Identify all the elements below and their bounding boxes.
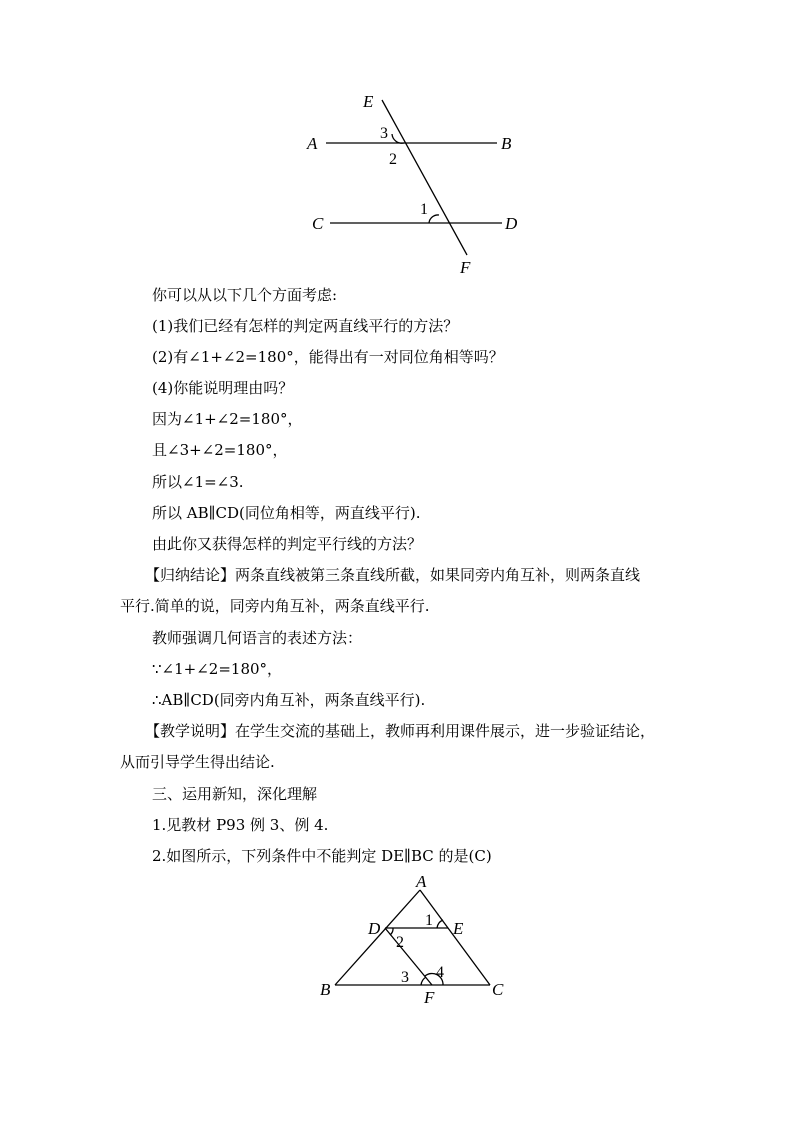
text-line: 从而引导学生得出结论. [120,753,275,771]
label-d: D [368,919,381,938]
parallel-lines-figure [300,88,530,283]
question-line: 2.如图所示，下列条件中不能判定 DE∥BC 的是(C) [152,847,492,865]
angle-arc-1 [437,920,443,928]
angle-label-2: 2 [396,934,404,951]
text-line: ∵∠1+∠2=180°， [152,660,283,678]
section-heading: 三、运用新知，深化理解 [152,785,318,803]
text-line: 且∠3+∠2=180°， [152,441,288,459]
conclusion-heading-line: 【归纳结论】两条直线被第三条直线所截，如果同旁内角互补，则两条直线 [145,566,641,584]
angle-arc-2 [392,134,404,143]
angle-label-3: 3 [380,125,388,142]
transversal-ef [382,100,467,255]
angle-label-2: 2 [389,151,397,168]
triangle-figure [315,870,515,1010]
angle-arc-2 [390,928,393,935]
text-line: 所以 AB∥CD(同位角相等，两直线平行). [152,504,421,522]
text-line: 平行.简单的说，同旁内角互补，两条直线平行. [120,597,430,615]
angle-label-1: 1 [420,201,428,218]
text-line: (2)有∠1+∠2=180°，能得出有一对同位角相等吗？ [152,348,504,366]
text-line: 你可以从以下几个方面考虑: [152,286,338,304]
angle-arc-1 [429,215,439,223]
text-line: 教师强调几何语言的表述方法： [152,629,363,647]
label-f: F [424,988,435,1007]
text-line: 1.见教材 P93 例 3、例 4. [152,816,329,834]
label-d: D [505,214,518,233]
text-line: 所以∠1=∠3. [152,473,244,491]
angle-label-3: 3 [401,969,409,986]
angle-label-1: 1 [425,912,433,929]
text-line: (1)我们已经有怎样的判定两直线平行的方法？ [152,317,459,335]
text-line: 由此你又获得怎样的判定平行线的方法？ [152,535,423,553]
label-e: E [453,919,464,938]
teaching-note-line: 【教学说明】在学生交流的基础上，教师再利用课件展示，进一步验证结论， [145,722,656,740]
label-a: A [416,872,427,891]
label-b: B [501,134,512,153]
label-f: F [460,258,471,277]
label-b: B [320,980,331,999]
text-line: (4)你能说明理由吗？ [152,379,294,397]
text-line: 因为∠1+∠2=180°， [152,410,303,428]
text-line: ∴AB∥CD(同旁内角互补，两条直线平行). [152,691,426,709]
angle-label-4: 4 [436,964,444,981]
label-c: C [312,214,324,233]
label-c: C [492,980,504,999]
angle-arc-3 [421,977,426,985]
label-a: A [307,134,318,153]
label-e: E [363,92,374,111]
